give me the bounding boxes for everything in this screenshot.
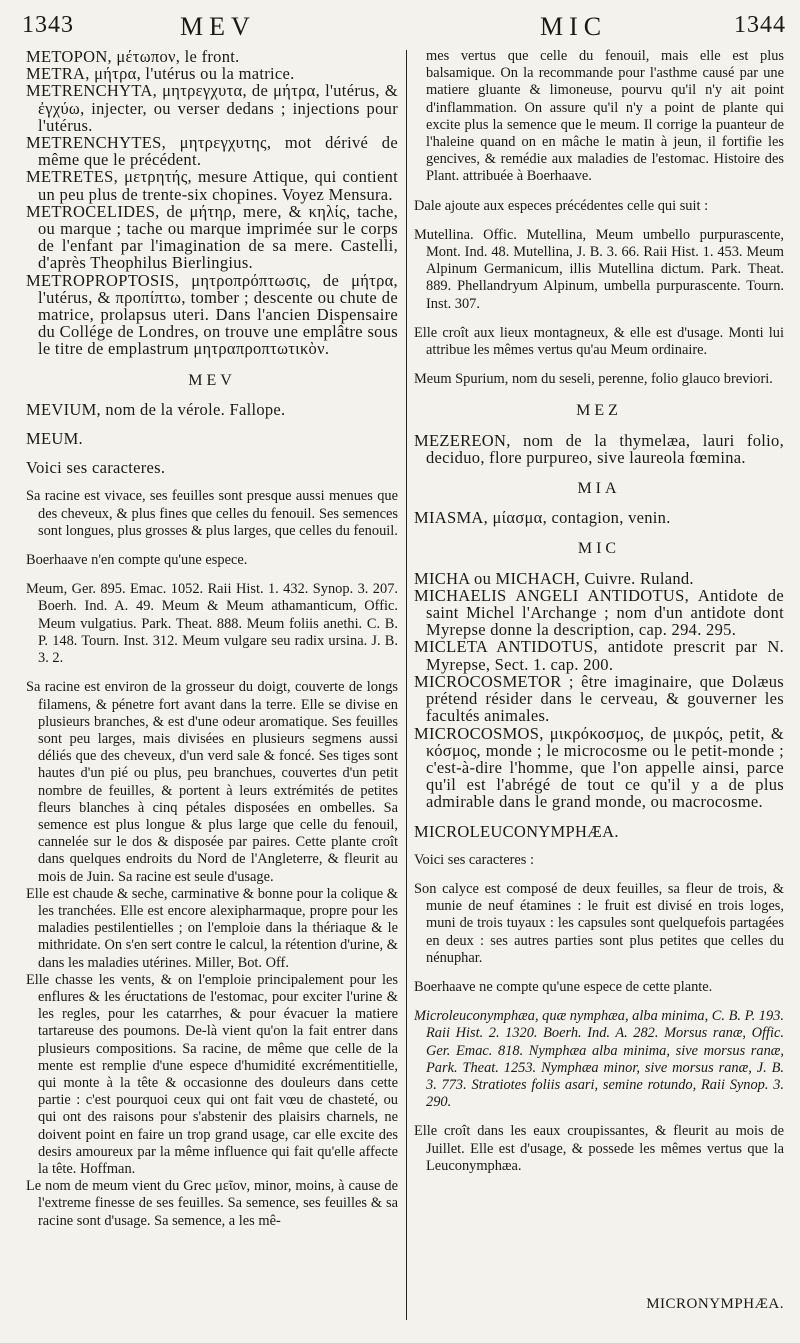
dale-note: Dale ajoute aux especes précédentes celle qui suit : [414,197,709,214]
microleuconymphaea-caracteres: Voici ses caracteres : [414,851,535,868]
entry-microcosmos: MICROCOSMOS, μικρόκοσμος, de μικρός, petit, & κόσμος, monde ; le microcosme ou le petit-monde ; c'est-à-dire l'homme, que l'on appelle ainsi, parce qu'il est l'abrégé de tout ce qu'il y a de plus admirable dans le grand monde, ou macrocosme. [414,723,784,812]
mutellina-references: Mutellina. Offic. Mutellina, Meum umbello purpurascente, Mont. Ind. 48. Mutellina, J. B. 3. 66. Raii Hist. 1. 453. Meum Alpinum Germanicum, illis Mutellina dictum. Park. Theat. 889. Phellandryum Alpinum, umbella purpurascente. Tourn. Inst. 307. [414,226,784,312]
section-heading-mia: MIA [577,480,621,498]
right-column [414,48,784,1175]
entry-metretes: METRETES, μετρητής, mesure Attique, qui contient un peu plus de trente-six chopines. Voyez Mensura. [26,167,398,204]
entry-metopon: METOPON, μέτωπον, le front. [26,47,240,66]
left-column [26,48,398,1230]
microleuconymphaea-references: Microleuconymphæa, quæ nymphæa, alba minima, C. B. P. 193. Raii Hist. 2. 1320. Boerh. Ind. A. 282. Morsus ranæ, Offic. Ger. Emac. 818. Nymphæa alba minima, sive morsus ranæ, Park. Theat. 1253. Nymphæa minor, sive morsus ranæ, J. B. 3. 773. Stratiotes foliis asari, semine rotundo, Raii Synop. 3. 290. [414,1008,784,1111]
meum-caracteres: Voici ses caracteres. [26,458,166,478]
section-heading-mev: MEV [188,371,236,389]
microleuconymphaea-boerhaave: Boerhaave ne compte qu'une espece de cette plante. [414,978,713,995]
entry-metrenchyta: METRENCHYTA, μητρεγχυτα, de μήτρα, l'utérus, & ἐγχύω, injecter, ou verser dedans ; injections pour l'utérus. [26,81,398,135]
mutellina-habitat: Elle croît aux lieux montagneux, & elle est d'usage. Monti lui attribue les mêmes vertus qu'au Meum ordinaire. [414,324,784,359]
entry-metrenchytes: METRENCHYTES, μητρεγχυτης, mot dérivé de même que le précédent. [26,133,398,170]
meum-references: Meum, Ger. 895. Emac. 1052. Raii Hist. 1. 432. Synop. 3. 207. Boerh. Ind. A. 49. Meum & Meum athamanticum, Offic. Meum vulgatius. Park. Theat. 888. Meum foliis anethi. C. B. P. 148. Tourn. Inst. 312. Meum vulgare seu radix ursina. J. B. 3. 2. [26,581,398,667]
entry-meum-heading: MEUM. [26,429,83,449]
meum-etymology: Le nom de meum vient du Grec μεῖον, minor, moins, à cause de l'extreme finesse de ses feuilles. Sa semence, ses feuilles & sa racine sont d'usage. Sa semence, a les mê- [26,1178,398,1229]
entry-meum-spurium: Meum Spurium, nom du seseli, perenne, folio glauco breviori. [414,371,773,388]
page-header [22,12,786,52]
left-page-number: 1343 [22,12,74,38]
microleuconymphaea-description: Son calyce est composé de deux feuilles, sa fleur de trois, & munie de neuf étamines : le fruit est divisé en trois loges, muni de trois tuyaux : les capsules sont quelquefois partagées en deux : ses autres parties sont plus petites que celles du nénuphar. [414,880,784,966]
entry-metrocelides: METROCELIDES, de μήτηρ, mere, & κηλίς, tache, ou marque ; tache ou marque imprimée sur le corps de l'enfant par l'imagination de sa mere. Castelli, d'après Theophilus Bierlingius. [26,201,398,273]
entry-metroproptosis: METROPROPTOSIS, μητροπρόπτωσις, de μήτρα, l'utérus, & προπίπτω, tomber ; descente ou chute de matrice, prolapsus uteri. Dans l'ancien Dispensaire du Collége de Londres, on trouve une emplâtre sous le titre de emplastrum μητραπροπτωτικὸν. [26,270,398,359]
column-divider [406,50,407,1320]
right-page-number: 1344 [734,12,786,38]
entry-micha: MICHA ou MICHACH, Cuivre. Ruland. [414,568,694,588]
meum-continuation: mes vertus que celle du fenouil, mais elle est plus balsamique. On la recommande pour l'asthme causé par une matiere gluante & limoneuse, pourvu qu'il n'y ait point d'inflammation. On assure qu'il n'y a point de plante qui excite plus la semence que le meum. Il corrige la puanteur de l'haleine quand on en mâche le matin à jeun, il fortifie les gencives, & remédie aux maladies de l'estomac. Histoire des Plant. attribuée à Boerhaave. [426,48,784,185]
section-heading-mic: MIC [577,540,621,558]
entry-mezereon: MEZEREON, nom de la thymelæa, lauri folio, deciduo, flore purpureo, sive laureola fœmina. [414,430,784,467]
entry-microcosmetor: MICROCOSMETOR ; être imaginaire, que Dolæus prétend résider dans le cerveau, & gouverner les facultés animales. [414,671,784,726]
section-heading-mez: MEZ [576,402,622,420]
entry-metra: METRA, μήτρα, l'utérus ou la matrice. [26,64,295,84]
catchword: MICRONYMPHÆA. [646,1296,784,1312]
entry-mevium: MEVIUM, nom de la vérole. Fallope. [26,399,286,419]
entry-micleta-antidotus: MICLETA ANTIDOTUS, antidote prescrit par N. Myrepse, Sect. 1. cap. 200. [414,637,784,674]
meum-boerhaave-count: Boerhaave n'en compte qu'une espece. [26,552,248,569]
right-running-head: MIC [540,12,608,41]
microleuconymphaea-habitat: Elle croît dans les eaux croupissantes, & fleurit au mois de Juillet. Elle est d'usage, & possede les mêmes vertus que la Leuconymphæa. [414,1123,784,1174]
meum-uses: Elle chasse les vents, & on l'emploie principalement pour les enflures & les éructations de l'estomac, pour exciter l'urine & les regles, pour les catarrhes, & pour évacuer la matiere tartareuse des poumons. De-là vient qu'on la fait entrer dans plusieurs compositions. Sa racine, de même que celle de la mente est remplie d'une espece d'humidité excrémentitielle, qui monte à la tête & occasionne des douleurs dans cette partie : c'est pourquoi ceux qui ont fait vœu de chasteté, ou qui ont des raisons pour s'abstenir des plaisirs charnels, ne doivent point en faire un trop grand usage, car elle excite des desirs amoureux par la même influence qui fait qu'elle affecte la tête. Hoffman. [26,971,398,1177]
entry-michaelis-angeli-antidotus: MICHAELIS ANGELI ANTIDOTUS, Antidote de saint Michel l'Archange ; nom d'un antidote dont Myrepse donne la description, cap. 294. 295. [414,585,784,640]
entry-microleuconymphaea: MICROLEUCONYMPHÆA. [414,821,619,841]
meum-long-description: Sa racine est environ de la grosseur du doigt, couverte de longs filamens, & pénetre fort avant dans la terre. Elle se divise en plusieurs branches, & est d'une odeur aromatique. Ses feuilles sont peu larges, mais divisées en plusieurs segmens aussi déliés que des cheveux, d'un verd sale & foncé. Ses tiges sont hautes d'un pié ou plus, peu branchues, couvertes d'un petit nombre de feuilles, & portent à leurs extrémités de petites fleurs blanches à cinq pétales disposées en ombelles. Sa semence est plus longue & plus large que celle du fenouil, cannelée sur le dos & disposée par paires. Cette plante croît dans quelques endroits du Nord de l'Angleterre, & fleurit au mois de Juin. Sa racine est seule d'usage. [26,679,398,885]
meum-properties: Elle est chaude & seche, carminative & bonne pour la colique & les tranchées. Elle est encore alexipharmaque, propre pour les maladies pestilentielles ; on l'emploie dans la thériaque & le mithridate. On s'en sert contre le calcul, la rétention d'urine, & dans les maladies utérines. Miller, Bot. Off. [26,885,398,971]
left-running-head: MEV [180,12,256,41]
meum-description: Sa racine est vivace, ses feuilles sont presque aussi menues que des cheveux, & plus fines que celles du fenouil. Ses semences sont longues, plus grosses & plus larges, que celles du fenouil. [26,488,398,539]
entry-miasma: MIASMA, μίασμα, contagion, venin. [414,508,671,528]
